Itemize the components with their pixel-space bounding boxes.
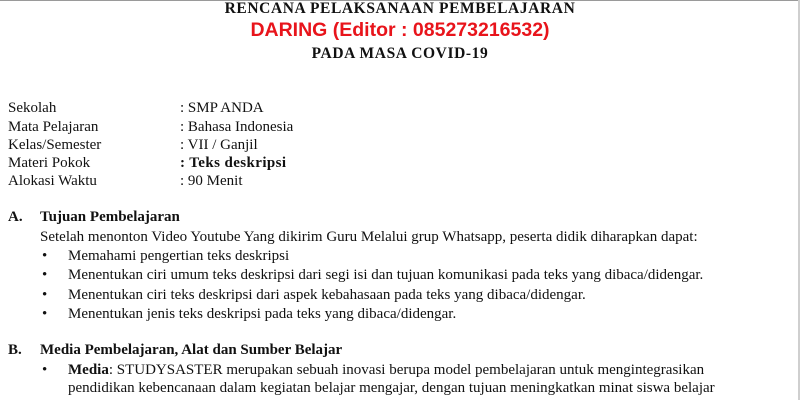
- info-label-alokasi-waktu: Alokasi Waktu: [8, 173, 97, 189]
- media-line-2: pendidikan kebencanaan dalam kegiatan belajar mengajar, dengan tujuan meningkatkan minat siswa belajar: [68, 380, 715, 396]
- info-label-mata-pelajaran: Mata Pelajaran: [8, 119, 99, 135]
- info-value-alokasi-waktu: : 90 Menit: [180, 173, 243, 189]
- bullet-icon: •: [42, 306, 48, 322]
- section-b-letter: B.: [8, 342, 22, 358]
- bullet-icon: •: [42, 267, 48, 283]
- media-line: [68, 362, 704, 379]
- section-b-title: Media Pembelajaran, Alat dan Sumber Belajar: [40, 342, 343, 358]
- info-label-sekolah: Sekolah: [8, 100, 57, 116]
- bullet-icon: •: [42, 362, 48, 378]
- section-a-letter: A.: [8, 209, 23, 225]
- info-value-kelas-semester: : VII / Ganjil: [180, 137, 258, 153]
- bullet-icon: •: [42, 248, 48, 264]
- section-a-title: Tujuan Pembelajaran: [40, 209, 180, 225]
- document-subtitle-covid: PADA MASA COVID-19: [311, 45, 489, 62]
- list-item: Menentukan ciri umum teks deskripsi dari segi isi dan tujuan komunikasi pada teks yang dibaca/didengar.: [68, 267, 704, 283]
- bullet-icon: •: [42, 287, 48, 303]
- info-value-materi-pokok: : Teks deskripsi: [180, 155, 287, 171]
- info-value-mata-pelajaran: : Bahasa Indonesia: [180, 119, 294, 135]
- info-label-materi-pokok: Materi Pokok: [8, 155, 91, 171]
- media-label: Media: [68, 362, 109, 378]
- document-subtitle-daring: DARING (Editor : 085273216532): [250, 19, 550, 41]
- info-value-sekolah: : SMP ANDA: [180, 100, 264, 116]
- list-item: Menentukan jenis teks deskripsi pada teks yang dibaca/didengar.: [68, 306, 457, 322]
- media-text: : STUDYSASTER merupakan sebuah inovasi berupa model pembelajaran untuk mengintegrasikan: [108, 362, 705, 378]
- section-a-intro: Setelah menonton Video Youtube Yang dikirim Guru Melalui grup Whatsapp, peserta didik diharapkan dapat:: [40, 229, 698, 245]
- document-title: RENCANA PELAKSANAAN PEMBELAJARAN: [224, 0, 576, 17]
- list-item: Menentukan ciri teks deskripsi dari aspek kebahasaan pada teks yang dibaca/didengar.: [68, 287, 586, 303]
- info-label-kelas-semester: Kelas/Semester: [8, 137, 102, 153]
- list-item: Memahami pengertian teks deskripsi: [68, 248, 290, 264]
